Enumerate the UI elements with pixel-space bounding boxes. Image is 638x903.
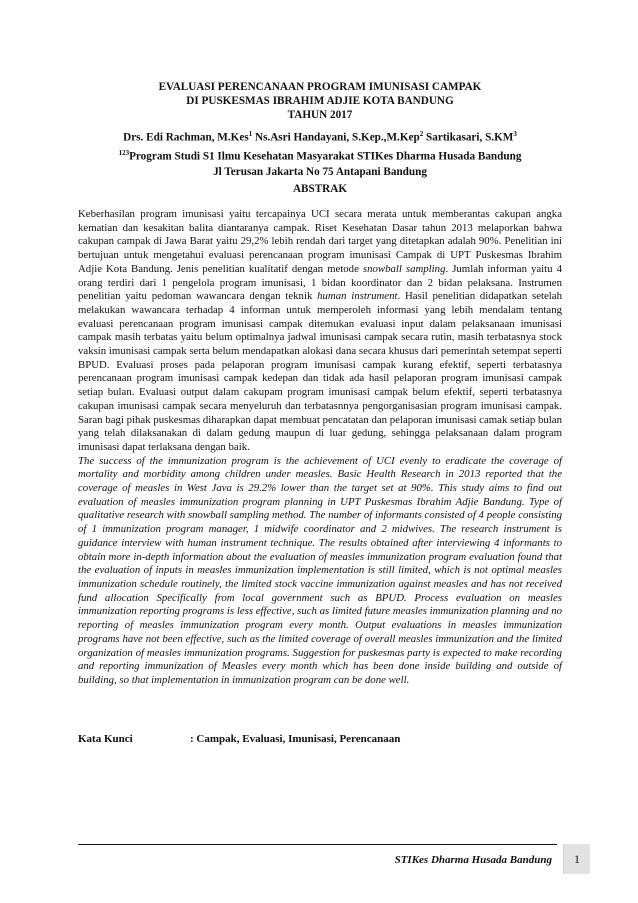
- author-block: [78, 127, 562, 181]
- keywords-label: Kata Kunci: [78, 733, 133, 745]
- page-number: 1: [563, 844, 590, 874]
- abstract-id-emphasis-1: snowball sampling: [362, 262, 446, 275]
- author-1: Drs. Edi Rachman, M.Kes: [123, 131, 249, 144]
- title-line-2: DI PUSKESMAS IBRAHIM ADJIE KOTA BANDUNG: [186, 95, 454, 107]
- keywords: [78, 733, 400, 745]
- abstract-body: [78, 208, 562, 688]
- affiliation: [78, 146, 562, 165]
- affiliation-text: Program Studi S1 Ilmu Kesehatan Masyarakat STIKes Dharma Husada Bandung: [129, 150, 522, 163]
- abstract-id-emphasis-2: human instrument: [317, 290, 398, 303]
- title-line-1: EVALUASI PERENCANAAN PROGRAM IMUNISASI CAMPAK: [158, 81, 482, 93]
- author-2: Ns.Asri Handayani, S.Kep.,M.Kep: [252, 131, 420, 144]
- keywords-value: : Campak, Evaluasi, Imunisasi, Perencanaan: [190, 733, 401, 745]
- abstract-indonesian: [78, 208, 562, 455]
- abstract-english: The success of the immunization program is the achievement of UCI evenly to eradicate the coverage of mortality and morbidity among children under measles. Basic Health Research in 2013 reported that the coverage of measles in West Java is 29.2% lower than the target set at 90%. This study aims to find out evaluation of measles immunization program planning in UPT Puskesmas Ibrahim Adjie Bandung. Type of qualitative research with snowball sampling method. The number of informants consisted of 4 people consisting of 1 immunization program manager, 1 midwife coordinator and 2 midwives. The research instrument is guidance interview with human instrument technique. The results obtained after interviewing 4 informants to obtain more in-depth information about the evaluation of measles immunization program evaluation found that the evaluation of inputs in measles immunization implementation is still limited, which is not optimal measles immunization schedule routinely, the limited stock vaccine immunization against measles and has not received fund allocation Specifically from local government such as BPUD. Process evaluation on measles immunization reporting programs is less effective, such as limited future measles immunization planning and no reporting of measles immunization program every month. Output evaluations in measles immunization programs have not been effective, such as the limited coverage of overall measles immunization and the limited organization of measles immunization programs. Suggestion for puskesmas party is expected to make recording and reporting immunization of Measles every month which has been done inside building and outside of building, so that implementation in immunization program can be done well.: [78, 454, 562, 686]
- abstract-id-text-2: . Jumlah informan yaitu 4 orang terdiri dari 1 pengelola program imunisasi, 1 bidan koordinator dan 2 bidan pelaksana. Instrumen penelitian yaitu pedoman wawancara dengan teknik: [78, 262, 562, 303]
- author-2-sup: 2: [419, 130, 424, 138]
- address: Jl Terusan Jakarta No 75 Antapani Bandung: [213, 166, 427, 179]
- footer-divider: [78, 844, 557, 845]
- author-3: Sartikasari, S.KM: [423, 131, 514, 144]
- title-year: TAHUN 2017: [287, 109, 353, 121]
- paper-title: [78, 80, 562, 122]
- author-names: [78, 127, 562, 146]
- author-1-sup: 1: [248, 130, 253, 138]
- abstract-id-text-1: Keberhasilan program imunisasi yaitu tercapainya UCI secara merata untuk memberantas cakupan angka kematian dan kesakitan balita diantaranya campak. Riset Kesehatan Dasar tahun 2013 melaporkan bahwa cakupan campak di Jawa Barat yaitu 29,2% lebih rendah dari target yang ditetapkan adalah 90%. Penelitian ini bertujuan untuk mengetahui evaluasi perencanaan program imunisasi Campak di UPT Puskesmas Ibrahim Adjie Kota Bandung. Jenis penelitian kualitatif dengan metode: [78, 208, 562, 275]
- footer-institution: STIKes Dharma Husada Bandung: [394, 854, 552, 866]
- author-3-sup: 3: [513, 130, 517, 138]
- abstract-heading: ABSTRAK: [292, 183, 348, 195]
- abstract-id-text-3: . Hasil penelitian didapatkan setelah melakukan wawancara terhadap 4 informan untuk memperoleh informasi yang lebih mendalam tentang evaluasi perencanaan program imunisasi campak ditemukan evaluasi input dalam pelaksanaan imunisasi campak masih terbatas yaitu belum optimalnya jadwal imunisasi campak secara rutin, masih terbatasnya stock vaksin imunisasi campak serta belum mendapatkan alokasi dana secara khusus dari pemerintah setempat seperti BPUD. Evaluasi proses pada pelaporan program imunisasi campak kurang efektif, seperti terbatasnya perencanaan program imunisasi campak kedepan dan tidak ada hasil pelaporan program imunisasi campak setiap bulan. Evaluasi output dalam cakupam program imunisasi campak belum efektif, seperti terbatasnya cakupan imunisasi campak secara menyeluruh dan terbatasnnya pengorganisasian program imunisasi campak. Saran bagi pihak puskesmas diharapkan dapat membuat pencatatan dan pelaporan imunisasi camak setiap bulan yang telah dilaksanakan di dalam gedung maupun di luar gedung, sehingga pelaksanaan dalam program imunisasi dapat terlaksana dengan baik.: [78, 290, 562, 453]
- affiliation-sup: 123: [118, 149, 130, 158]
